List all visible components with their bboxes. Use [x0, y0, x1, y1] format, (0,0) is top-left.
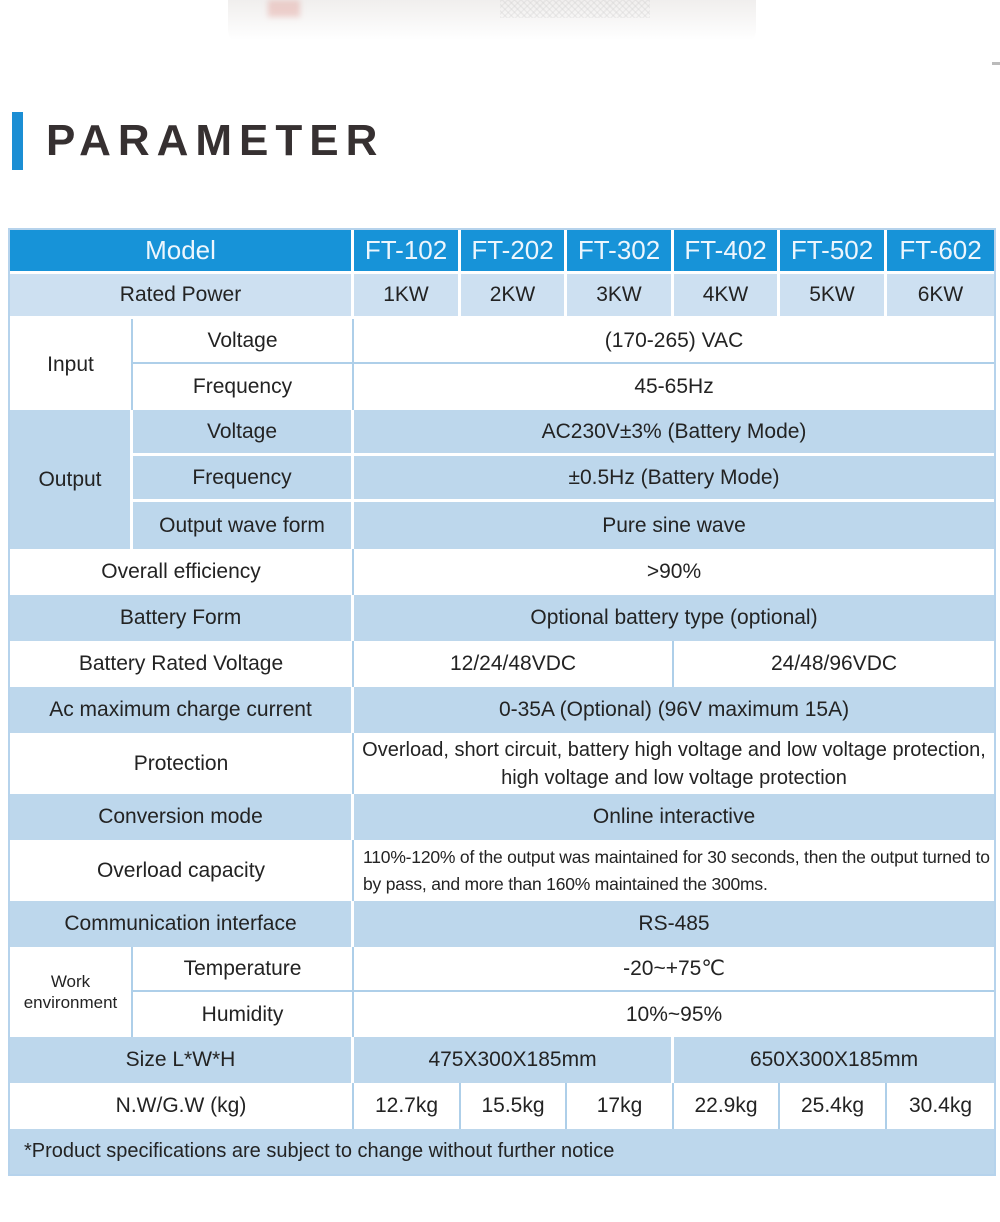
table-row-input-voltage — [10, 319, 994, 364]
rated-power-6: 6KW — [887, 274, 994, 319]
table-row-model — [10, 230, 994, 274]
value-size-left: 475X300X185mm — [354, 1037, 674, 1083]
table-row-ac-max-charge — [10, 687, 994, 733]
table-row-rated-power — [10, 274, 994, 319]
value-overload-capacity: 110%-120% of the output was maintained for 30 seconds, then the output turned to by pass, and more than 160% maintained the 300ms. — [354, 840, 994, 901]
weight-3: 17kg — [567, 1083, 674, 1129]
table-row-weight — [10, 1083, 994, 1129]
table-row-input-frequency — [10, 364, 994, 410]
rated-power-5: 5KW — [780, 274, 887, 319]
page-edge-mark — [992, 62, 1000, 65]
spec-note: *Product specifications are subject to change without further notice — [10, 1129, 994, 1174]
value-protection: Overload, short circuit, battery high voltage and low voltage protection, high voltage and low voltage protection — [354, 733, 994, 794]
header-model-2: FT-202 — [461, 230, 567, 274]
value-input-voltage: (170-265) VAC — [354, 319, 994, 364]
label-overload-capacity: Overload capacity — [10, 840, 354, 901]
value-ac-max-charge: 0-35A (Optional) (96V maximum 15A) — [354, 687, 994, 733]
value-temperature: -20~+75℃ — [354, 947, 994, 992]
label-input-frequency: Frequency — [133, 364, 354, 410]
header-model-5: FT-502 — [780, 230, 887, 274]
table-row-overall-efficiency — [10, 549, 994, 595]
page-title: PARAMETER — [46, 116, 385, 165]
label-input-voltage: Voltage — [133, 319, 354, 364]
value-output-voltage: AC230V±3% (Battery Mode) — [354, 410, 994, 456]
value-humidity: 10%~95% — [354, 992, 994, 1037]
label-conversion-mode: Conversion mode — [10, 794, 354, 840]
label-size: Size L*W*H — [10, 1037, 354, 1083]
photo-red-detail — [268, 0, 300, 17]
label-communication: Communication interface — [10, 901, 354, 947]
table-row-conversion-mode — [10, 794, 994, 840]
header-model-4: FT-402 — [674, 230, 780, 274]
table-row-note — [10, 1129, 994, 1174]
rated-power-2: 2KW — [461, 274, 567, 319]
table-row-communication — [10, 901, 994, 947]
label-protection: Protection — [10, 733, 354, 794]
value-battery-form: Optional battery type (optional) — [354, 595, 994, 641]
section-header — [12, 111, 384, 171]
label-battery-rated-voltage: Battery Rated Voltage — [10, 641, 354, 687]
value-battery-voltage-right: 24/48/96VDC — [674, 641, 994, 687]
weight-1: 12.7kg — [354, 1083, 461, 1129]
rated-power-4: 4KW — [674, 274, 780, 319]
weight-2: 15.5kg — [461, 1083, 567, 1129]
label-ac-max-charge: Ac maximum charge current — [10, 687, 354, 733]
label-battery-form: Battery Form — [10, 595, 354, 641]
label-input: Input — [10, 319, 133, 410]
table-row-size — [10, 1037, 994, 1083]
header-model-3: FT-302 — [567, 230, 674, 274]
label-work-environment: Work environment — [10, 947, 133, 1037]
value-output-frequency: ±0.5Hz (Battery Mode) — [354, 456, 994, 502]
label-weight: N.W/G.W (kg) — [10, 1083, 354, 1129]
value-overall-efficiency: >90% — [354, 549, 994, 595]
label-humidity: Humidity — [133, 992, 354, 1037]
label-rated-power: Rated Power — [10, 274, 354, 319]
value-conversion-mode: Online interactive — [354, 794, 994, 840]
value-input-frequency: 45-65Hz — [354, 364, 994, 410]
table-row-battery-rated-voltage — [10, 641, 994, 687]
title-accent-bar — [12, 112, 23, 170]
header-model-6: FT-602 — [887, 230, 994, 274]
label-overall-efficiency: Overall efficiency — [10, 549, 354, 595]
table-row-protection — [10, 733, 994, 794]
table-row-temperature — [10, 947, 994, 992]
value-output-waveform: Pure sine wave — [354, 502, 994, 549]
value-size-right: 650X300X185mm — [674, 1037, 994, 1083]
table-row-humidity — [10, 992, 994, 1037]
product-photo-fragment — [228, 0, 756, 44]
label-output: Output — [10, 410, 133, 549]
rated-power-1: 1KW — [354, 274, 461, 319]
weight-4: 22.9kg — [674, 1083, 780, 1129]
photo-mesh-detail — [500, 0, 650, 18]
header-model: Model — [10, 230, 354, 274]
value-communication: RS-485 — [354, 901, 994, 947]
label-output-waveform: Output wave form — [133, 502, 354, 549]
table-row-battery-form — [10, 595, 994, 641]
weight-5: 25.4kg — [780, 1083, 887, 1129]
table-row-output-frequency — [10, 456, 994, 502]
parameter-table — [8, 228, 996, 1176]
table-row-overload-capacity — [10, 840, 994, 901]
weight-6: 30.4kg — [887, 1083, 994, 1129]
label-temperature: Temperature — [133, 947, 354, 992]
table-row-output-voltage — [10, 410, 994, 456]
label-output-voltage: Voltage — [133, 410, 354, 456]
rated-power-3: 3KW — [567, 274, 674, 319]
label-output-frequency: Frequency — [133, 456, 354, 502]
value-battery-voltage-left: 12/24/48VDC — [354, 641, 674, 687]
table-row-output-waveform — [10, 502, 994, 549]
header-model-1: FT-102 — [354, 230, 461, 274]
